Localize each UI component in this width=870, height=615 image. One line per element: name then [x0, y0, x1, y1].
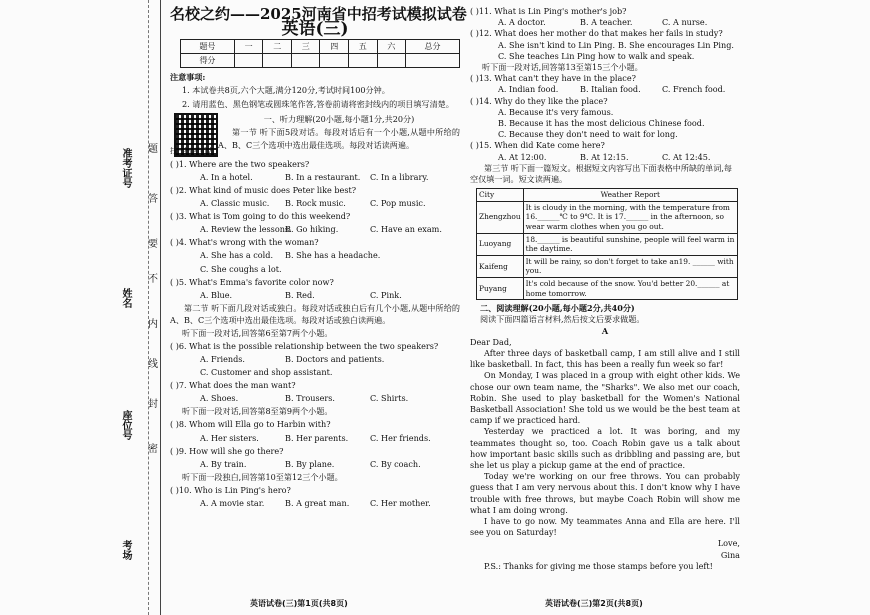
binding-line	[160, 0, 161, 615]
part1-section2-intro: 第二节 听下面几段对话或独白。每段对话或独白后有几个小题,从题中所给的A、B、C三个选项中选出最佳选项。每段对话或独白读两遍。	[170, 302, 460, 326]
question-8: ( )8. Whom will Ella go to Harbin with?	[170, 419, 331, 430]
seal-dashed-line	[148, 0, 149, 615]
question-3	[170, 210, 460, 236]
question-text: ( )5. What's Emma's favorite color now?	[170, 276, 334, 287]
score-cell: 题号	[181, 40, 235, 54]
question-11: ( )11. What is Lin Ping's mother's job?	[470, 6, 627, 16]
letter-ps: P.S.: Thanks for giving me those stamps before you left!	[484, 560, 713, 571]
option[interactable]: A. At 12:00.	[498, 151, 547, 162]
letter-paragraph: I have to go now. My teammates Anna and Ella are here. I'll see you on Saturday!	[470, 516, 740, 538]
question-10: ( )10. Who is Lin Ping's hero?	[170, 484, 291, 495]
seal-char: 不	[148, 274, 158, 285]
weather-report[interactable]: It is cloudy in the morning, with the temperature from 16.______℃ to 9℃. It is 17.______ in the afternoon, so wear warm clothes when you go out.	[523, 201, 737, 233]
option[interactable]: A. Her sisters.	[200, 432, 259, 443]
option[interactable]: C. Because they don't need to wait for long.	[498, 129, 678, 140]
part1-section3-intro: 第三节 听下面一篇短文。根据短文内容写出下面表格中所缺的单词,每空仅填一词。短文读两遍。	[470, 162, 732, 185]
score-blank	[377, 54, 406, 68]
letter-signature: Gina	[720, 549, 740, 560]
table-row	[477, 201, 738, 233]
notes-heading: 注意事项:	[170, 72, 206, 83]
left-column	[170, 5, 467, 510]
option[interactable]: B. Her parents.	[285, 432, 349, 443]
note-item: 2. 请用蓝色、黑色钢笔或圆珠笔作答,答卷前请将密封线内的项目填写清楚。	[182, 98, 454, 109]
seal-char: 线	[148, 359, 158, 370]
footer-page-2: 英语试卷(三)第2页(共8页)	[545, 599, 643, 608]
letter-paragraph: Yesterday we practiced a lot. It was boring, and my teammates thought so, too. Coach Robin gave us a talk about how important basic skills such as dribbling and passing are, but she let us play a pickup game at the end of practice.	[470, 426, 740, 471]
question-13: ( )13. What can't they have in the place?	[470, 73, 636, 84]
note-item: 1. 本试卷共8页,六个大题,满分120分,考试时间100分钟。	[182, 85, 390, 96]
table-row	[477, 278, 738, 300]
question-9: ( )9. How will she go there?	[170, 445, 284, 456]
question-text: ( )2. What kind of music does Peter like best?	[170, 184, 357, 195]
option[interactable]: C. A nurse.	[662, 17, 708, 28]
question-6: ( )6. What is the possible relationship between the two speakers?	[170, 340, 439, 351]
option[interactable]: B. Red.	[285, 289, 315, 300]
option[interactable]: B. Doctors and patients.	[285, 353, 385, 364]
seat-number-label: 座位号	[120, 410, 131, 440]
question-text: ( )4. What's wrong with the woman?	[170, 237, 319, 248]
score-blank	[406, 54, 460, 68]
weather-report[interactable]: It will be rainy, so don't forget to take an19. ______ with you.	[523, 255, 737, 277]
seal-char: 内	[148, 319, 158, 330]
option[interactable]: C. Her mother.	[370, 498, 431, 508]
letter-greeting: Dear Dad,	[470, 336, 512, 347]
option[interactable]: C. She teaches Lin Ping how to walk and speak.	[498, 50, 695, 61]
question-15: ( )15. When did Kate come here?	[470, 140, 605, 151]
option[interactable]: C. Shirts.	[370, 393, 409, 404]
option[interactable]: B. In a restaurant.	[285, 171, 361, 182]
weather-report[interactable]: It's cold because of the snow. You'd better 20.______ at home tomorrow.	[523, 278, 737, 300]
option[interactable]: B. Trousers.	[285, 393, 335, 404]
question-text: ( )1. Where are the two speakers?	[170, 158, 310, 169]
weather-city: Puyang	[477, 278, 524, 300]
letter-paragraph: Today we're working on our free throws. You can probably guess that I am very nervous about this. I don't know why I have trouble with free throws, but maybe Coach Robin will show me what I am doing wrong.	[470, 471, 740, 515]
seal-char: 答	[148, 194, 158, 205]
option[interactable]: C. Her friends.	[370, 432, 431, 443]
option[interactable]: C. By coach.	[370, 458, 421, 469]
option[interactable]: B. Italian food.	[580, 84, 641, 95]
option[interactable]: C. She coughs a lot.	[200, 263, 282, 274]
table-row	[477, 233, 738, 255]
binding-strip	[0, 0, 168, 615]
option[interactable]: A. Classic music.	[200, 198, 270, 209]
option[interactable]: A. Indian food.	[498, 84, 559, 95]
weather-report[interactable]: 18.______ is beautiful sunshine, people will feel warm in the daytime.	[523, 233, 737, 255]
exam-title: 名校之约——2025河南省中招考试模拟试卷	[170, 5, 467, 23]
score-blank	[320, 54, 349, 68]
option[interactable]: A. By train.	[200, 458, 247, 469]
question-5	[170, 276, 460, 302]
option[interactable]: C. Pink.	[370, 289, 402, 300]
seal-char: 密	[148, 444, 158, 455]
option[interactable]: B. A great man.	[285, 498, 350, 508]
part2-heading: 二、阅读理解(20小题,每小题2分,共40分)	[480, 303, 635, 314]
option[interactable]: A. She isn't kind to Lin Ping.	[498, 39, 616, 50]
option[interactable]: B. Rock music.	[285, 198, 346, 209]
option[interactable]: C. In a library.	[370, 171, 429, 182]
score-blank	[291, 54, 320, 68]
score-cell: 六	[377, 40, 406, 54]
option[interactable]: B. By plane.	[285, 458, 335, 469]
weather-city: Zhengzhou	[477, 201, 524, 233]
option[interactable]: B. She encourages Lin Ping.	[618, 39, 734, 50]
group-instruction: 听下面一段对话,回答第6至第7两个小题。	[182, 327, 333, 338]
group-instruction: 听下面一段对话,回答第13至第15三个小题。	[482, 62, 643, 73]
name-label: 姓名	[120, 288, 131, 308]
question-7: ( )7. What does the man want?	[170, 380, 296, 391]
option[interactable]: C. At 12:45.	[662, 151, 711, 162]
weather-city: Luoyang	[477, 233, 524, 255]
question-text: ( )3. What is Tom going to do this weekend?	[170, 211, 351, 222]
score-cell: 得分	[181, 54, 235, 68]
score-cell: 三	[291, 40, 320, 54]
score-table	[180, 39, 460, 68]
question-12: ( )12. What does her mother do that makes her fails in study?	[470, 28, 723, 39]
exam-room-label: 考场	[120, 540, 131, 560]
group-instruction: 听下面一段对话,回答第8至第9两个小题。	[182, 406, 333, 417]
weather-header-city: City	[477, 189, 524, 202]
option[interactable]: A. A doctor.	[498, 17, 546, 28]
seal-char: 要	[148, 239, 158, 250]
option[interactable]: C. Customer and shop assistant.	[200, 367, 333, 378]
footer-page-1: 英语试卷(三)第1页(共8页)	[250, 599, 348, 608]
option[interactable]: A. Shoes.	[200, 393, 239, 404]
part1-heading: 一、听力理解(20小题,每小题1分,共20分)	[263, 113, 415, 124]
option[interactable]: B. Because it has the most delicious Chinese food.	[498, 118, 705, 129]
score-blank	[263, 54, 292, 68]
option[interactable]: A. Friends.	[200, 353, 245, 364]
option[interactable]: A. In a hotel.	[200, 171, 253, 182]
question-2	[170, 184, 460, 210]
score-cell: 二	[263, 40, 292, 54]
option[interactable]: A. Blue.	[200, 289, 233, 300]
option[interactable]: B. Go hiking.	[285, 224, 339, 235]
letter-body	[470, 348, 740, 572]
letter-paragraph: On Monday, I was placed in a group with eight other kids. We chose our own team name, the "Sharks". We also met our coach, Robin. She used to play basketball for the Women's National Basketball Association! She told us we would be the best team at camp if we practiced hard.	[470, 370, 740, 426]
exam-subtitle: 英语(三)	[281, 19, 349, 40]
weather-table	[476, 188, 738, 300]
score-blank	[234, 54, 263, 68]
weather-city: Kaifeng	[477, 255, 524, 277]
weather-header-report: Weather Report	[523, 189, 737, 202]
option[interactable]: B. She has a headache.	[285, 250, 381, 261]
option[interactable]: C. French food.	[662, 84, 726, 95]
score-blank	[349, 54, 378, 68]
score-cell: 五	[349, 40, 378, 54]
part1-section1-intro: 第一节 听下面5段对话。每段对话后有一个小题,从题中所给的A、B、C三个选项中选出最佳选项。每段对话读两遍。	[218, 126, 460, 150]
table-row	[477, 255, 738, 277]
score-cell: 总分	[406, 40, 460, 54]
exam-number-label: 准考证号	[120, 148, 131, 188]
right-column	[470, 6, 870, 572]
option[interactable]: C. Pop music.	[370, 198, 426, 209]
question-1	[170, 158, 460, 184]
part2-intro: 阅读下面四篇语言材料,然后按文后要求做题。	[480, 314, 645, 325]
option[interactable]: A. A movie star.	[200, 498, 265, 508]
question-14: ( )14. Why do they like the place?	[470, 95, 608, 106]
option[interactable]: A. Because it's very famous.	[498, 106, 614, 117]
letter-paragraph: After three days of basketball camp, I am still alive and I still like basketball. In fact, this has been a really fun week so far!	[470, 348, 740, 370]
seal-char: 封	[148, 399, 158, 410]
option[interactable]: A. Review the lessons.	[200, 224, 292, 235]
seal-char: 题	[148, 144, 158, 155]
question-4	[170, 236, 460, 275]
option[interactable]: B. At 12:15.	[580, 151, 629, 162]
letter-closing: Love,	[717, 538, 740, 549]
passage-label: A	[601, 325, 609, 336]
group-instruction: 听下面一段独白,回答第10至第12三个小题。	[182, 471, 343, 482]
qr-label: 扫一扫 听听力	[170, 146, 215, 155]
option[interactable]: A. She has a cold.	[200, 250, 274, 261]
score-cell: 四	[320, 40, 349, 54]
option[interactable]: B. A teacher.	[580, 17, 633, 28]
option[interactable]: C. Have an exam.	[370, 224, 442, 235]
score-cell: 一	[234, 40, 263, 54]
